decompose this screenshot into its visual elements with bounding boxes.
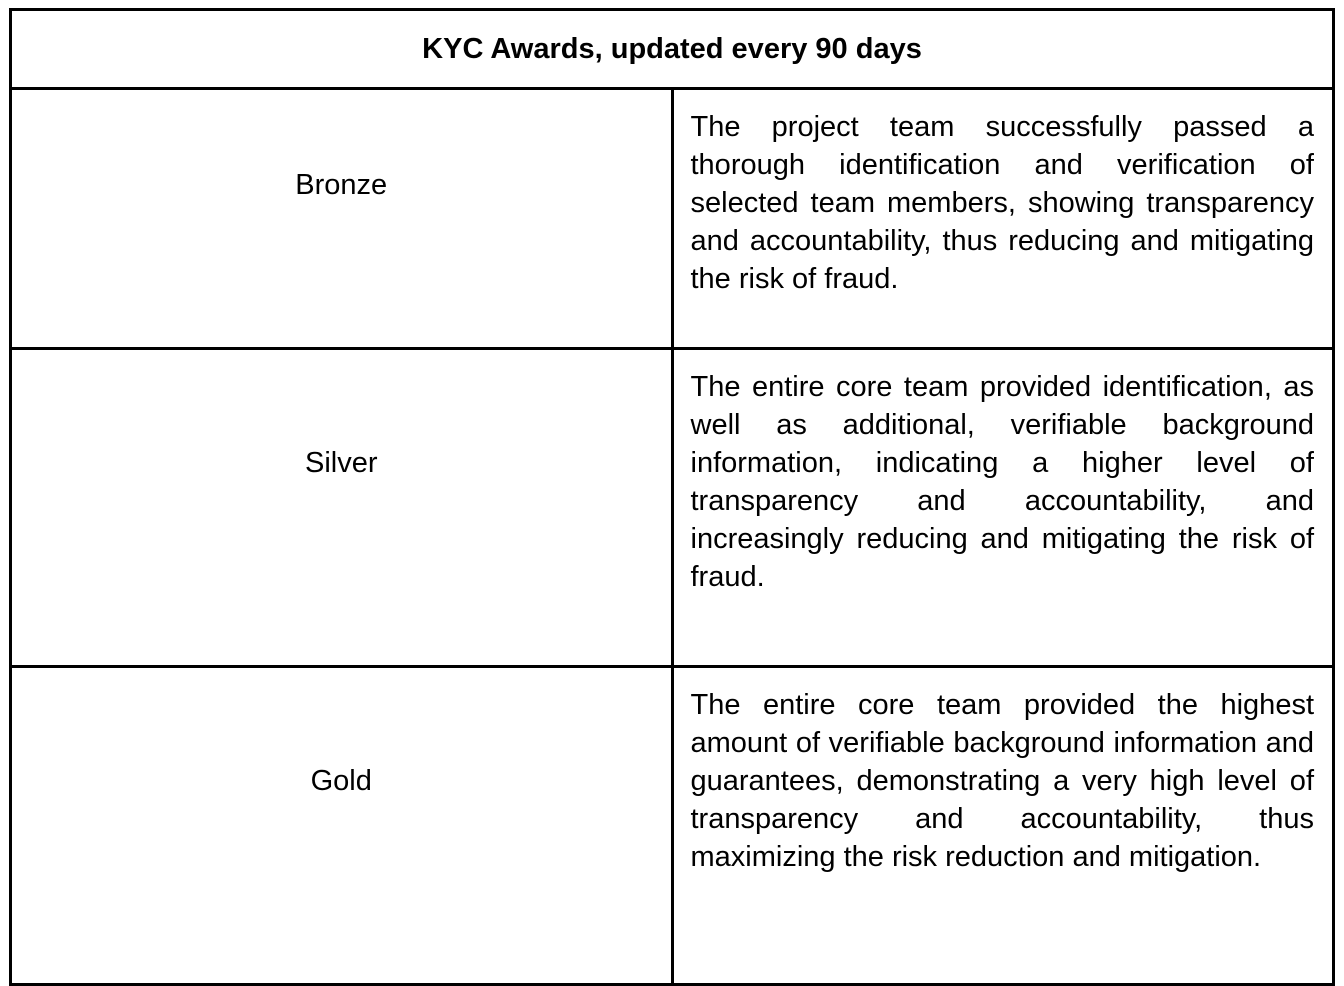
- level-description-silver: The entire core team provided identification, as well as additional, verifiable background information, indicating a higher level of transparency and accountability, and increasingly reducing and mitigating the risk of fraud.: [672, 349, 1334, 667]
- level-label-gold: Gold: [11, 667, 673, 985]
- level-description-gold: The entire core team provided the highest amount of verifiable background information and guarantees, demonstrating a very high level of transparency and accountability, thus maximizing the risk reduction and mitigation.: [672, 667, 1334, 985]
- level-description-bronze: The project team successfully passed a thorough identification and verification of selected team members, showing transparency and accountability, thus reducing and mitigating the risk of fraud.: [672, 89, 1334, 349]
- table-row-gold: [11, 667, 1334, 985]
- table-title: KYC Awards, updated every 90 days: [11, 10, 1334, 89]
- table-header-row: [11, 10, 1334, 89]
- kyc-awards-table: [9, 8, 1335, 986]
- level-label-silver: Silver: [11, 349, 673, 667]
- level-label-bronze: Bronze: [11, 89, 673, 349]
- table-row-silver: [11, 349, 1334, 667]
- table-row-bronze: [11, 89, 1334, 349]
